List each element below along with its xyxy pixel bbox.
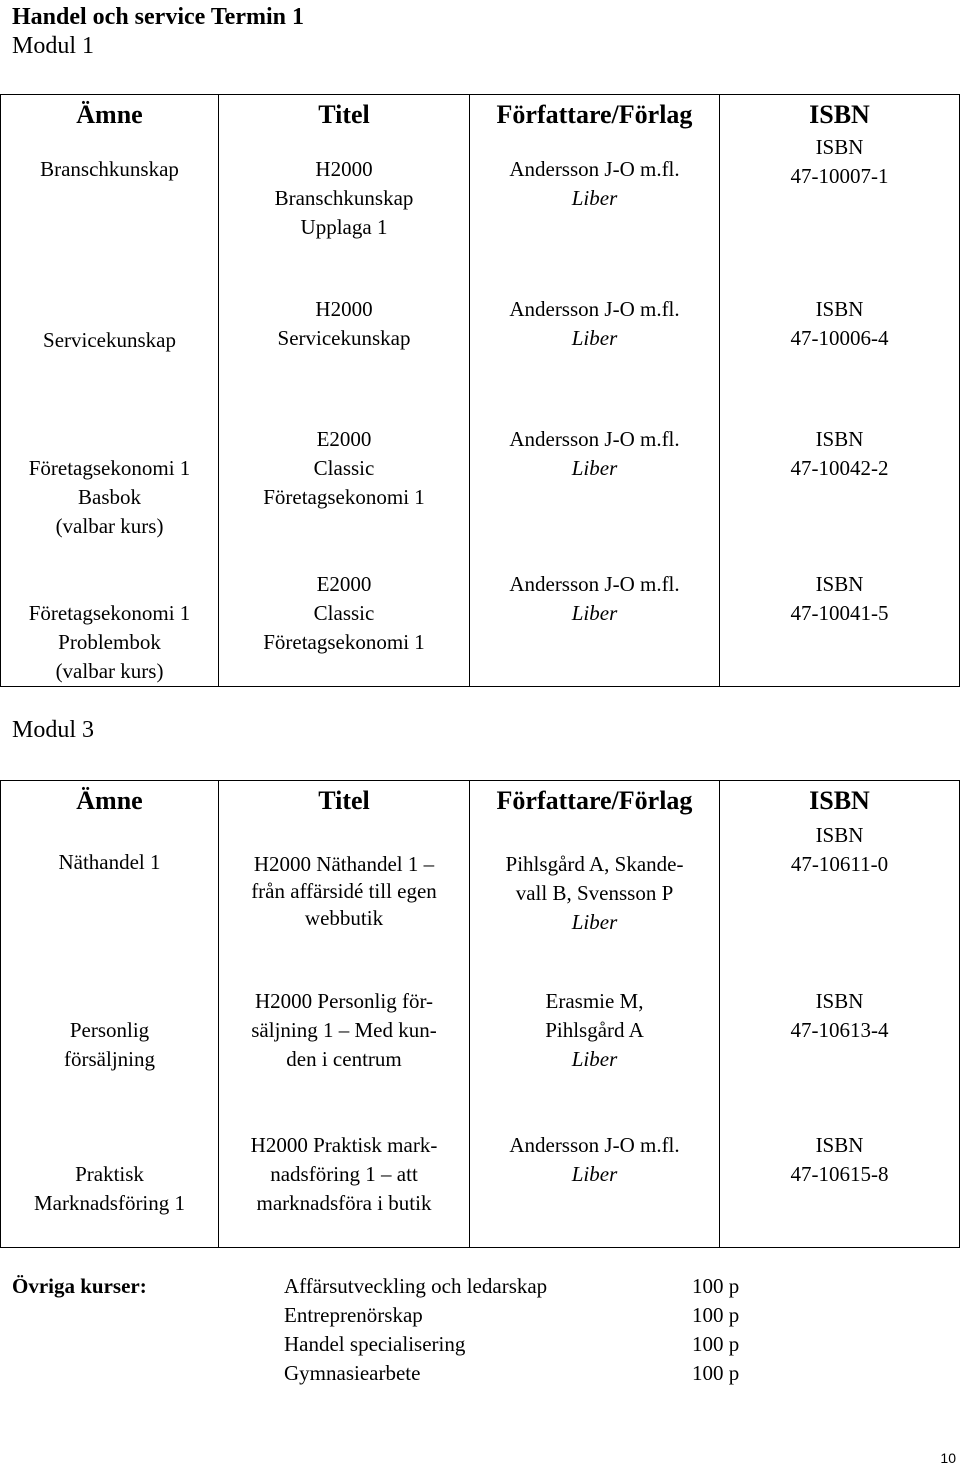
list-item xyxy=(284,1359,784,1388)
subject-text: (valbar kurs) xyxy=(55,659,164,683)
title-cell xyxy=(219,570,470,687)
title-text: webbutik xyxy=(304,906,384,930)
publisher-text: Liber xyxy=(571,186,618,210)
header-amne: Ämne xyxy=(1,95,219,134)
title-cell xyxy=(219,987,470,1131)
subject-text: Näthandel 1 xyxy=(58,850,161,874)
header-amne: Ämne xyxy=(1,781,219,820)
table-row xyxy=(1,295,960,425)
author-cell xyxy=(470,819,720,987)
isbn-cell xyxy=(720,1131,960,1247)
publisher-text: Liber xyxy=(571,456,618,480)
isbn-cell xyxy=(720,987,960,1131)
table-row xyxy=(1,133,960,295)
course-name: Gymnasiearbete xyxy=(284,1361,421,1385)
author-cell xyxy=(470,425,720,570)
isbn-cell xyxy=(720,819,960,987)
subject-text: Marknadsföring 1 xyxy=(33,1191,186,1215)
isbn-cell xyxy=(720,133,960,295)
author-text: Pihlsgård A, Skande- xyxy=(505,852,684,876)
author-text: Andersson J-O m.fl. xyxy=(509,427,680,451)
list-item xyxy=(284,1272,784,1301)
title-text: Servicekunskap xyxy=(277,326,411,350)
title-text: E2000 xyxy=(316,572,372,596)
table-header-row xyxy=(1,781,960,820)
subject-cell xyxy=(1,570,219,687)
title-text: Classic xyxy=(313,456,375,480)
author-cell xyxy=(470,295,720,425)
other-courses-heading: Övriga kurser: xyxy=(12,1274,147,1298)
isbn-value: 47-10007-1 xyxy=(790,164,889,188)
header-titel: Titel xyxy=(219,95,470,134)
title-cell xyxy=(219,425,470,570)
title-text: E2000 xyxy=(316,427,372,451)
isbn-label: ISBN xyxy=(815,1133,864,1157)
header-isbn: ISBN xyxy=(720,95,960,134)
modul-1-label: Modul 1 xyxy=(12,33,95,59)
author-text: Erasmie M, xyxy=(545,989,644,1013)
title-text: från affärsidé till egen xyxy=(251,879,437,903)
title-cell xyxy=(219,133,470,295)
page-number: 10 xyxy=(940,1450,956,1466)
subject-text: (valbar kurs) xyxy=(55,514,164,538)
other-courses-list xyxy=(284,1272,784,1388)
author-text: Pihlsgård A xyxy=(545,1018,644,1042)
title-cell xyxy=(219,295,470,425)
author-text: Andersson J-O m.fl. xyxy=(509,1133,680,1157)
author-cell xyxy=(470,570,720,687)
isbn-cell xyxy=(720,295,960,425)
course-points: 100 p xyxy=(692,1274,740,1298)
subject-cell xyxy=(1,425,219,570)
title-text: H2000 Personlig för- xyxy=(254,989,434,1013)
title-text: H2000 xyxy=(315,297,373,321)
isbn-value: 47-10615-8 xyxy=(790,1162,889,1186)
table-row xyxy=(1,570,960,687)
page-title xyxy=(12,0,304,34)
course-name: Affärsutveckling och ledarskap xyxy=(284,1274,548,1298)
title-text: Företagsekonomi 1 xyxy=(263,485,425,509)
title-cell xyxy=(219,1131,470,1247)
isbn-label: ISBN xyxy=(815,823,864,847)
isbn-cell xyxy=(720,570,960,687)
course-name: Entreprenörskap xyxy=(284,1303,423,1327)
title-text: Classic xyxy=(313,601,375,625)
subject-text: Företagsekonomi 1 xyxy=(28,601,191,625)
modul-1-table xyxy=(0,94,960,687)
title-text: Företagsekonomi 1 xyxy=(263,630,425,654)
title-text: marknadsföra i butik xyxy=(256,1191,432,1215)
table-header-row xyxy=(1,95,960,134)
course-points: 100 p xyxy=(692,1361,740,1385)
subject-text: Personlig xyxy=(69,1018,150,1042)
title-text: H2000 xyxy=(315,157,373,181)
isbn-label: ISBN xyxy=(815,989,864,1013)
subject-cell xyxy=(1,133,219,295)
subject-text: försäljning xyxy=(64,1047,155,1071)
course-points: 100 p xyxy=(692,1332,740,1356)
table-row xyxy=(1,425,960,570)
subject-text: Branschkunskap xyxy=(40,157,179,181)
isbn-value: 47-10042-2 xyxy=(790,456,889,480)
title-cell xyxy=(219,819,470,987)
subject-cell xyxy=(1,295,219,425)
subject-text: Servicekunskap xyxy=(43,328,176,352)
header-forfattare: Författare/Förlag xyxy=(470,781,720,820)
isbn-value: 47-10613-4 xyxy=(790,1018,889,1042)
header-isbn: ISBN xyxy=(720,781,960,820)
subject-text: Praktisk xyxy=(75,1162,144,1186)
list-item xyxy=(284,1301,784,1330)
isbn-value: 47-10611-0 xyxy=(790,852,889,876)
isbn-label: ISBN xyxy=(815,572,864,596)
header-forfattare: Författare/Förlag xyxy=(470,95,720,134)
table-row xyxy=(1,1131,960,1247)
publisher-text: Liber xyxy=(571,910,618,934)
author-cell xyxy=(470,133,720,295)
course-points: 100 p xyxy=(692,1303,740,1327)
subject-text: Basbok xyxy=(78,485,141,509)
title-text: H2000 Praktisk mark- xyxy=(250,1133,438,1157)
list-item xyxy=(284,1330,784,1359)
isbn-label: ISBN xyxy=(815,297,864,321)
author-cell xyxy=(470,1131,720,1247)
isbn-label: ISBN xyxy=(815,135,864,159)
isbn-value: 47-10006-4 xyxy=(790,326,889,350)
publisher-text: Liber xyxy=(571,1047,618,1071)
isbn-cell xyxy=(720,425,960,570)
title-text: säljning 1 – Med kun- xyxy=(251,1018,437,1042)
publisher-text: Liber xyxy=(571,1162,618,1186)
subject-cell xyxy=(1,819,219,987)
subject-text: Problembok xyxy=(58,630,161,654)
isbn-value: 47-10041-5 xyxy=(790,601,889,625)
title-text: H2000 Näthandel 1 – xyxy=(253,852,435,876)
subject-cell xyxy=(1,987,219,1131)
author-text: Andersson J-O m.fl. xyxy=(509,572,680,596)
author-text: Andersson J-O m.fl. xyxy=(509,297,680,321)
title-text: Upplaga 1 xyxy=(300,215,388,239)
isbn-label: ISBN xyxy=(815,427,864,451)
course-name: Handel specialisering xyxy=(284,1332,466,1356)
subject-cell xyxy=(1,1131,219,1247)
modul-3-table xyxy=(0,780,960,1248)
table-row xyxy=(1,987,960,1131)
author-text: Andersson J-O m.fl. xyxy=(509,157,680,181)
title-text: Branschkunskap xyxy=(274,186,414,210)
publisher-text: Liber xyxy=(571,326,618,350)
subject-text: Företagsekonomi 1 xyxy=(28,456,191,480)
publisher-text: Liber xyxy=(571,601,618,625)
title-text: den i centrum xyxy=(286,1047,402,1071)
page-title-line: Handel och service Termin 1 xyxy=(12,4,304,30)
table-row xyxy=(1,819,960,987)
modul-3-label: Modul 3 xyxy=(12,717,95,743)
author-text: vall B, Svensson P xyxy=(515,881,674,905)
header-titel: Titel xyxy=(219,781,470,820)
author-cell xyxy=(470,987,720,1131)
title-text: nadsföring 1 – att xyxy=(270,1162,418,1186)
